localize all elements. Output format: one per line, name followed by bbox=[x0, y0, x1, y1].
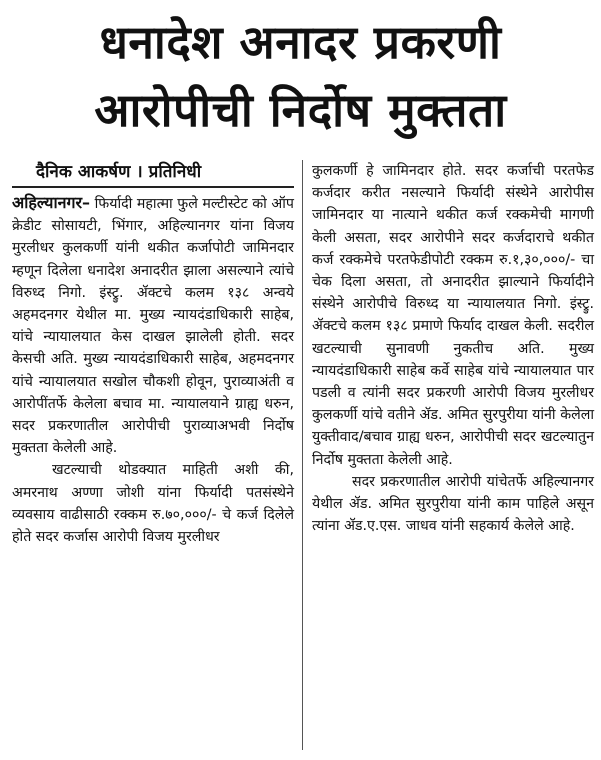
column-divider bbox=[302, 160, 303, 750]
left-paragraph-1 bbox=[12, 192, 294, 459]
left-paragraph-2: खटल्याची थोडक्यात माहिती अशी की, अमरनाथ अण्णा जोशी यांना फिर्यादी पतसंस्थेने व्यवसाय वाढीसाठी रक्कम रु.७०,०००/- चे कर्ज दिलेले होते सदर कर्जास आरोपी विजय मुरलीधर bbox=[12, 462, 294, 546]
left-paragraph-1-text: फिर्यादी महात्मा फुले मल्टीस्टेट को ऑप क्रेडीट सोसायटी, भिंगार, अहिल्यानगर यांना विजय मुरलीधर कुलकर्णी यांनी थकीत कर्जापोटी जामिनदार म्हणून दिलेला धनादेश अनादरीत झाला असल्याने त्यांचे विरुध्द निगो. इंस्ट्रु. ॲक्टचे कलम १३८ अन्वये अहमदनगर येथील मा. मुख्य न्यायदंडाधिकारी साहेब, यांचे न्यायालयात केस दाखल झालेली होती. सदर केसची अति. मुख्य न्यायदंडाधिकारी साहेब, अहमदनगर यांचे न्यायालयात सखोल चौकशी होवून, पुराव्याअंती व आरोपींतर्फे केलेला बचाव मा. न्यायालयाने ग्राह्य धरुन, सदर प्रकरणातील आरोपीची पुराव्याअभवी निर्दोष मुक्तता केलेली आहे. bbox=[12, 196, 294, 457]
dateline: अहिल्यानगर– bbox=[12, 193, 91, 212]
headline-line-2: आरोपीची निर्दोष मुक्तता bbox=[94, 83, 507, 137]
left-column bbox=[12, 160, 294, 548]
byline: दैनिक आकर्षण । प्रतिनिधी bbox=[36, 162, 202, 182]
right-paragraph-1: कुलकर्णी हे जामिनदार होते. सदर कर्जाची परतफेड कर्जदार करीत नसल्याने फिर्यादी संस्थेने आरोपीस जामिनदार या नात्याने थकीत कर्ज रक्कमेची मागणी केली असता, सदर आरोपीने सदर कर्जदाराचे थकीत कर्ज रक्कमेचे परतफेडीपोटी रक्कम रु.१,३०,०००/- चा चेक दिला असता, तो अनादरीत झाल्याने फिर्यादीने संस्थेने आरोपीचे विरुध्द या न्यायालयात निगो. इंस्ट्रु. ॲक्टचे कलम १३८ प्रमाणे फिर्याद दाखल केली. सदरील खटल्याची सुनावणी नुकतीच अति. मुख्य न्यायदंडाधिकारी साहेब कर्वे साहेब यांचे न्यायालयात पार पडली व त्यांनी सदर प्रकरणी आरोपी विजय मुरलीधर कुलकर्णी यांचे वतीने ॲड. अमित सुरपुरीया यांनी केलेला युक्तीवाद/बचाव ग्राह्य धरुन, आरोपीची सदर खटल्यातुन निर्दोष मुक्तता केलेली आहे. bbox=[312, 163, 594, 468]
byline-rule bbox=[12, 186, 294, 188]
right-paragraph-2: सदर प्रकरणातील आरोपी यांचेतर्फे अहिल्यानगर येथील ॲड. अमित सुरपुरीया यांनी काम पाहिले असून त्यांना ॲड.ए.एस. जाधव यांनी सहकार्य केलेले आहे. bbox=[312, 473, 594, 535]
right-column bbox=[312, 160, 594, 537]
headline-line-1: धनादेश अनादर प्रकरणी bbox=[99, 15, 502, 69]
